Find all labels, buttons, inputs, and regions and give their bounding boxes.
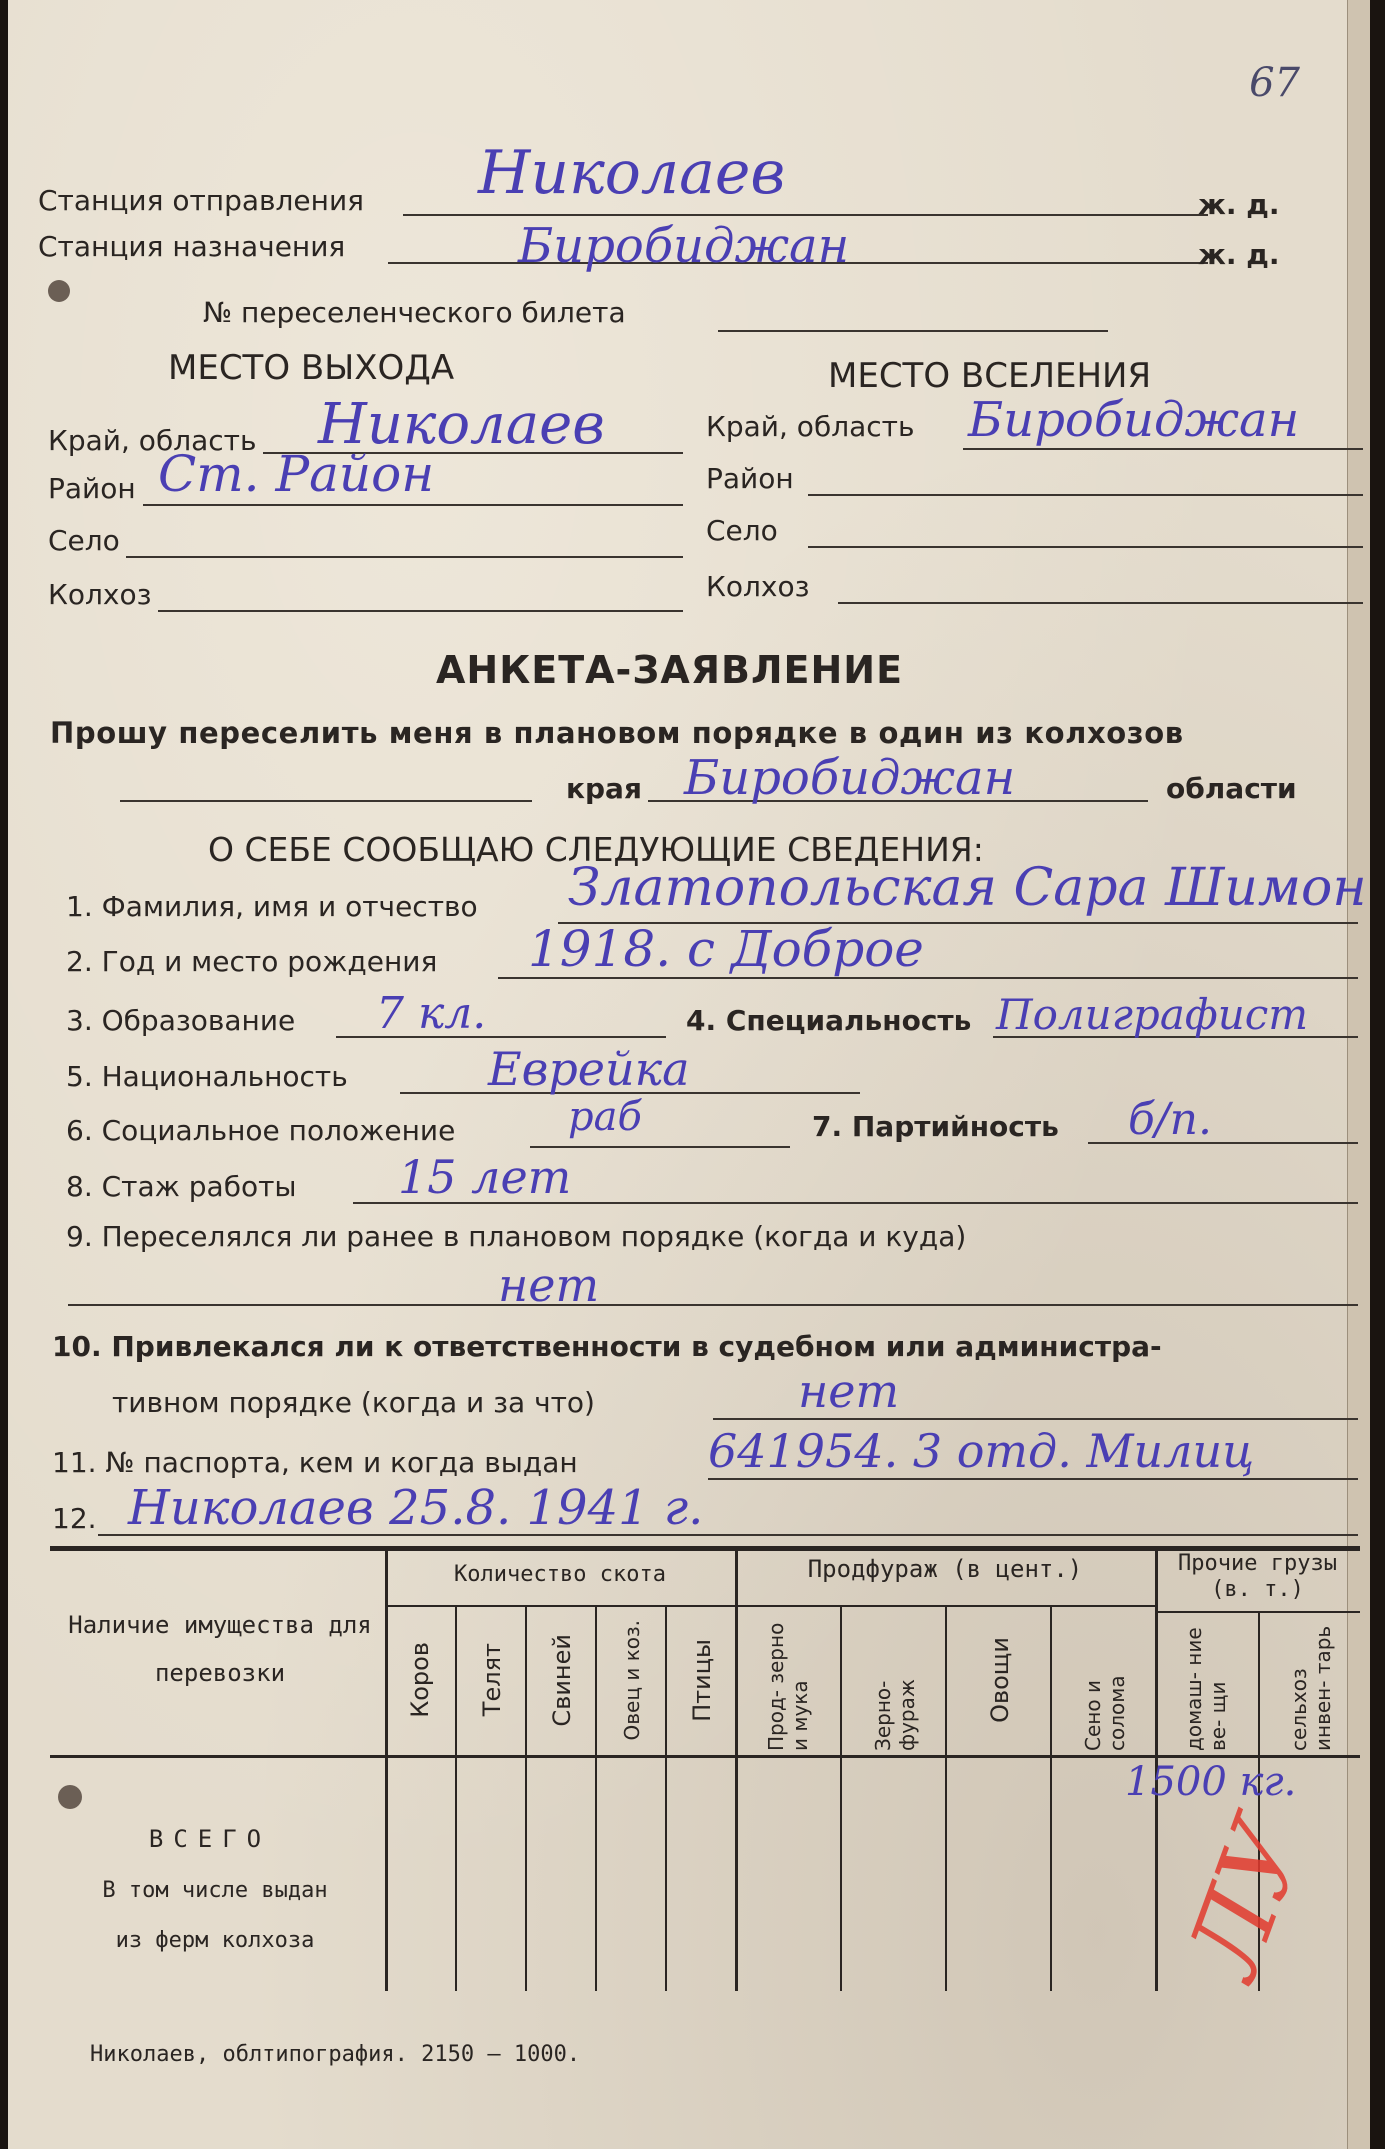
departure-district-label: Район bbox=[48, 472, 136, 505]
field-11-value: 641954. 3 отд. Милиц bbox=[708, 1424, 1255, 1478]
table-column-header bbox=[945, 1605, 1052, 1755]
departure-district-value: Ст. Район bbox=[158, 445, 435, 503]
footer: Николаев, облтипография. 2150 — 1000. bbox=[90, 2042, 581, 2067]
field-9-value: нет bbox=[498, 1258, 600, 1312]
departure-region-label: Край, область bbox=[48, 424, 257, 457]
field-1-value: Златопольская Сара Шимон bbox=[568, 858, 1367, 918]
field-3-value: 7 кл. bbox=[376, 988, 487, 1039]
settlement-village-line bbox=[808, 546, 1363, 548]
request-line2-value: Биробиджан bbox=[684, 750, 1016, 806]
table-column-line bbox=[945, 1755, 947, 1991]
field-7-label: 7. Партийность bbox=[812, 1110, 1059, 1143]
settlement-region-value: Биробиджан bbox=[968, 392, 1300, 448]
table-column-header-label: Птицы bbox=[688, 1638, 716, 1722]
field-12-value: Николаев 25.8. 1941 г. bbox=[128, 1480, 704, 1536]
table-column-header-label: Овец и коз. bbox=[620, 1619, 644, 1741]
ticket-label: № переселенческого билета bbox=[203, 296, 626, 329]
form-title: АНКЕТА-ЗАЯВЛЕНИЕ bbox=[436, 648, 904, 692]
table-column-header bbox=[735, 1605, 840, 1755]
table-column-header bbox=[455, 1605, 527, 1755]
table-column-header bbox=[595, 1605, 667, 1755]
table-column-header bbox=[525, 1605, 597, 1755]
field-5-value: Еврейка bbox=[488, 1042, 690, 1096]
request-line2-mid: края bbox=[566, 772, 642, 805]
settlement-kolkhoz-label: Колхоз bbox=[706, 570, 810, 603]
settlement-district-label: Район bbox=[706, 462, 794, 495]
table-column-line bbox=[1050, 1755, 1052, 1991]
field-10-label-b: тивном порядке (когда и за что) bbox=[112, 1386, 595, 1419]
request-region-line bbox=[120, 800, 532, 802]
field-6-line bbox=[530, 1146, 790, 1148]
red-stamp: ЛУ bbox=[1164, 1805, 1328, 1992]
household-value: 1500 кг. bbox=[1125, 1759, 1297, 1805]
departure-district-line bbox=[143, 504, 683, 506]
departure-kolkhoz-label: Колхоз bbox=[48, 578, 152, 611]
settlement-heading: МЕСТО ВСЕЛЕНИЯ bbox=[828, 356, 1152, 396]
table-column-header-label: Овощи bbox=[985, 1637, 1014, 1723]
field-8-label: 8. Стаж работы bbox=[66, 1170, 297, 1203]
table-column-line bbox=[840, 1755, 842, 1991]
about-heading: О СЕБЕ СООБЩАЮ СЛЕДУЮЩИЕ СВЕДЕНИЯ: bbox=[208, 830, 984, 869]
page-number: 67 bbox=[1249, 60, 1300, 106]
table-column-line bbox=[665, 1755, 667, 1991]
station-destination-value: Биробиджан bbox=[518, 218, 850, 274]
departure-village-label: Село bbox=[48, 524, 120, 557]
table-column-header-label: Свиней bbox=[548, 1633, 576, 1727]
field-10-line bbox=[713, 1418, 1358, 1420]
field-4-label: 4. Специальность bbox=[686, 1004, 972, 1037]
total-label: ВСЕГО bbox=[148, 1825, 272, 1853]
field-2-label: 2. Год и место рождения bbox=[66, 945, 438, 978]
field-9-label: 9. Переселялся ли ранее в плановом порядке (когда и куда) bbox=[66, 1220, 967, 1253]
table-column-header-label: Зерно- фураж bbox=[870, 1679, 919, 1751]
settlement-region-line bbox=[963, 448, 1363, 450]
table-column-line bbox=[595, 1755, 597, 1991]
field-3-label: 3. Образование bbox=[66, 1004, 296, 1037]
station-departure-label: Станция отправления bbox=[38, 184, 364, 217]
field-8-value: 15 лет bbox=[398, 1150, 572, 1204]
field-5-label: 5. Национальность bbox=[66, 1060, 348, 1093]
other-group-header: Прочие грузы (в. т.) bbox=[1178, 1551, 1337, 1602]
settlement-district-line bbox=[808, 494, 1363, 496]
station-destination-suffix: ж. д. bbox=[1198, 238, 1280, 271]
settlement-village-label: Село bbox=[706, 514, 778, 547]
field-10-label-a: 10. Привлекался ли к ответственности в судебном или администра- bbox=[52, 1330, 1162, 1363]
field-11-label: 11. № паспорта, кем и когда выдан bbox=[52, 1446, 578, 1479]
request-line2-end: области bbox=[1166, 772, 1297, 805]
departure-heading: МЕСТО ВЫХОДА bbox=[168, 348, 455, 388]
table-column-header-label: Прод- зерно и мука bbox=[763, 1622, 812, 1751]
field-7-value: б/п. bbox=[1128, 1094, 1213, 1145]
table-column-header-label: Коров bbox=[406, 1642, 434, 1718]
table-column-header bbox=[840, 1605, 947, 1755]
table-column-header bbox=[1155, 1611, 1258, 1755]
table-column-header-label: Сено и солома bbox=[1080, 1675, 1129, 1751]
table-column-header-label: Телят bbox=[478, 1643, 506, 1717]
issued-label-b: из ферм колхоза bbox=[115, 1928, 315, 1953]
table-row-header: Наличие имущества для перевозки bbox=[68, 1611, 372, 1687]
station-destination-label: Станция назначения bbox=[38, 230, 346, 263]
field-1-label: 1. Фамилия, имя и отчество bbox=[66, 890, 478, 923]
table-column-header-label: сельхоз инвен- тарь bbox=[1286, 1625, 1335, 1751]
station-departure-suffix: ж. д. bbox=[1198, 188, 1280, 221]
settlement-kolkhoz-line bbox=[838, 602, 1363, 604]
field-6-value: раб bbox=[568, 1094, 642, 1140]
table-column-header bbox=[1050, 1605, 1157, 1755]
station-departure-value: Николаев bbox=[478, 138, 786, 208]
settlement-region-label: Край, область bbox=[706, 410, 915, 443]
field-4-value: Полиграфист bbox=[996, 990, 1309, 1039]
issued-label-a: В том числе выдан bbox=[102, 1878, 328, 1903]
table-column-header bbox=[665, 1605, 737, 1755]
field-6-label: 6. Социальное положение bbox=[66, 1114, 456, 1147]
station-departure-line bbox=[403, 214, 1208, 216]
feed-group-header: Продфураж (в цент.) bbox=[807, 1555, 1083, 1583]
table-column-line bbox=[455, 1755, 457, 1991]
table-column-header-label: домаш- ние ве- щи bbox=[1182, 1627, 1231, 1751]
field-9-line bbox=[68, 1304, 1358, 1306]
request-line1: Прошу переселить меня в плановом порядке в один из колхозов bbox=[50, 716, 1184, 750]
field-11-line bbox=[708, 1478, 1358, 1480]
departure-village-line bbox=[126, 556, 683, 558]
property-table bbox=[50, 1546, 1360, 1991]
field-10-value: нет bbox=[798, 1364, 900, 1418]
ticket-line bbox=[718, 330, 1108, 332]
document-sheet bbox=[8, 0, 1370, 2149]
livestock-group-header: Количество скота bbox=[454, 1562, 666, 1587]
table-column-header bbox=[385, 1605, 455, 1755]
departure-kolkhoz-line bbox=[158, 610, 683, 612]
field-12-label: 12. bbox=[52, 1502, 97, 1535]
punch-hole bbox=[48, 280, 70, 302]
table-column-line bbox=[525, 1755, 527, 1991]
table-column-header bbox=[1258, 1611, 1363, 1755]
field-2-value: 1918. с Доброе bbox=[528, 920, 924, 978]
departure-region-value: Николаев bbox=[318, 392, 605, 457]
